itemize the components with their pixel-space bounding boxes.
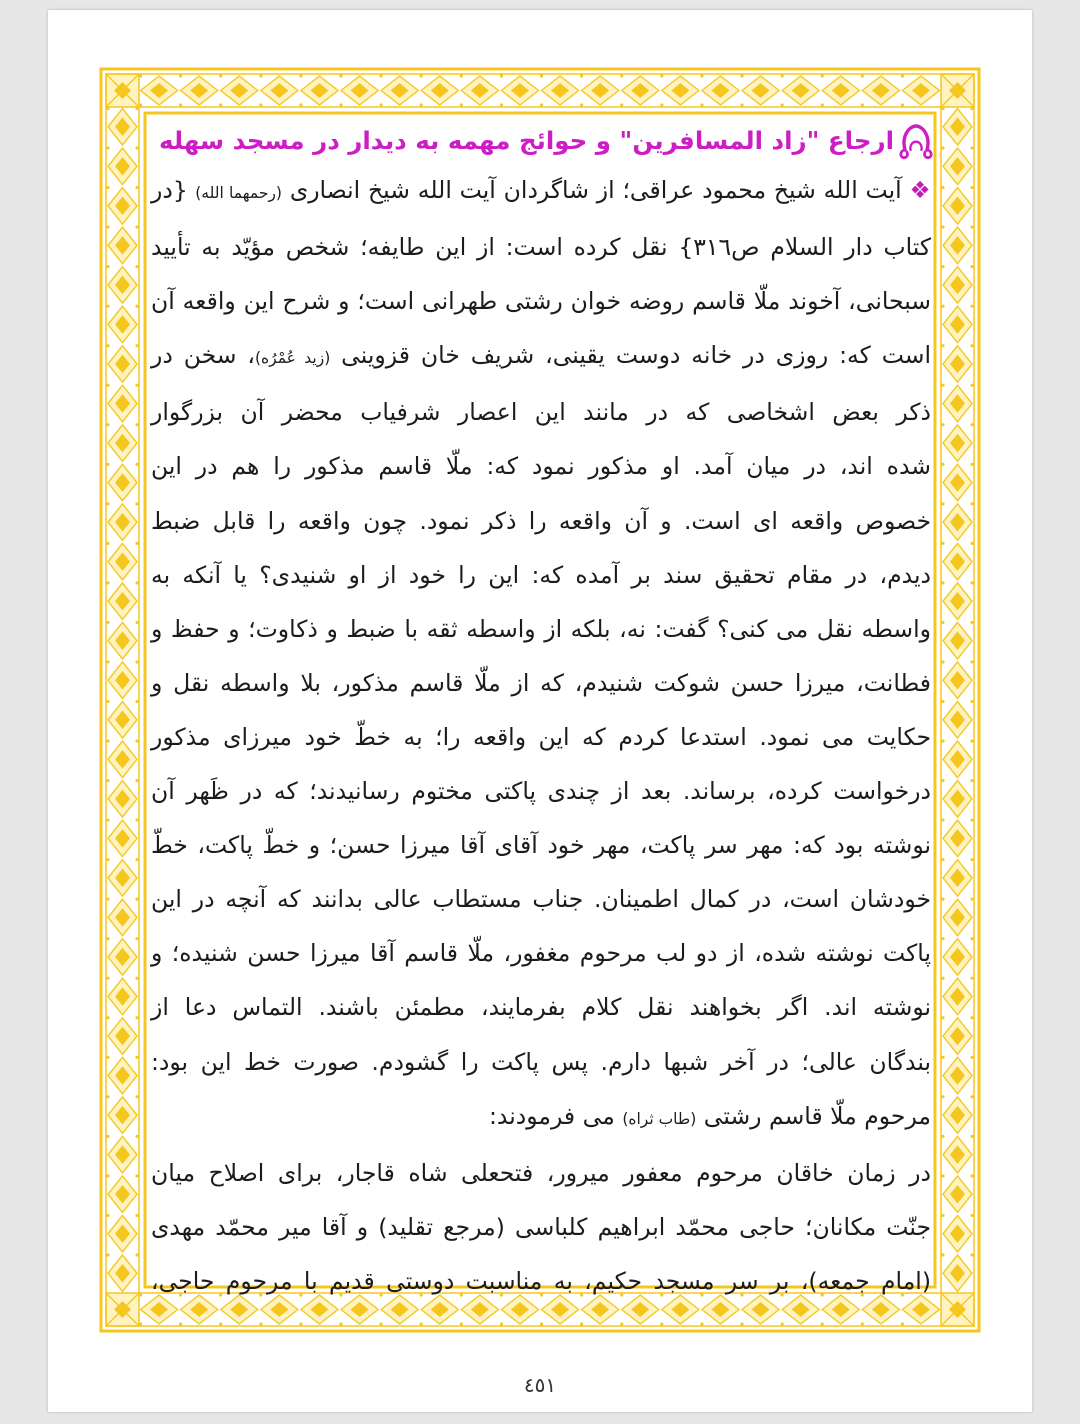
line-text: می فرمودند: [488,1101,615,1130]
body-text [151,163,931,1308]
text-line: ذکر بعض اشخاصی که در مانند این اعصار شرفیاب محضر آن بزرگوار [151,398,931,427]
line-text: آیت الله شیخ محمود عراقی؛ از شاگردان آیت الله شیخ انصاری [289,176,902,204]
text-line: واسطه نقل می کنی؟ گفت: نه، بلکه از واسطه ثقه با ضبط و ذکاوت؛ و حفظ و [151,614,931,643]
border-corner [106,1293,139,1326]
text-line: شده اند، در میان آمد. او مذکور نمود که: ملّا قاسم مذکور را هم در این [151,452,931,481]
text-line: جنّت مکانان؛ حاجی محمّد ابراهیم کلباسی (مرجع تقلید) و آقا میر محمّد مهدی [151,1212,931,1241]
text-line: در زمان خاقان مرحوم معفور میرور، فتحعلی شاه قاجار، برای اصلاح میان [151,1158,931,1187]
page-number: ٤٥١ [523,1373,557,1397]
text-line: پاکت نوشته شده، از دو لب مرحوم مغفور، ملّا قاسم آقا میرزا حسن شنیده؛ و [151,939,931,968]
text-line: حکایت می نمود. استدعا کردم که این واقعه را؛ به خطّ خود میرزای مذکور [151,722,931,751]
honorific-note: (طاب ثراه) [622,1109,697,1128]
title-ornament-icon [897,121,935,161]
text-line: دیدم، در مقام تحقیق سند بر آمده که: این را خود از او شنیدی؟ یا آنکه به [151,560,931,589]
text-line: درخواست کرده، برساند. بعد از چندی پاکتی مختوم رسانیدند؛ که در ظَهر آن [151,777,931,806]
text-line: کتاب دار السلام ص٣١٦} نقل کرده است: از این طایفه؛ شخص مؤیّد به تأیید [151,233,932,262]
text-line: خودشان است، در کمال اطمینان. جناب مستطاب عالی بدانند که آنچه در این [151,885,931,914]
text-line: خصوص واقعه ای است. و آن واقعه را ذکر نمود. چون واقعه را قابل ضبط [151,506,931,535]
bullet-icon: ❖ [909,176,931,204]
text-line: سبحانی، آخوند ملّا قاسم روضه خوان رشتی طهرانی است؛ و شرح این واقعه آن [151,287,931,316]
honorific-note: (رحمهما الله) [195,184,282,202]
text-line: بندگان عالی؛ در آخر شبها دارم. پس پاکت را گشودم. صورت خط این بود: [151,1047,931,1076]
text-line [151,1089,931,1146]
text-line [151,163,931,220]
page-title: ارجاع "زاد المسافرین" و حوائج مهمه به دیدار در مسجد سهله [159,126,894,155]
line-text: ، سخن در [151,341,255,370]
honorific-note: (زید عُمْرُه) [254,349,331,368]
text-line: فطانت، میرزا حسن شوکت شنیدم، که از ملّا قاسم مذکور، بلا واسطه نقل و [151,668,931,697]
text-line: نوشته بود که: مهر سر پاکت، مهر خود آقای آقا میرزا حسن؛ و خطّ پاکت، خطّ [151,831,931,860]
text-line: نوشته اند. اگر بخواهند نقل کلام بفرمایند، مطمئن باشند. التماس دعا از [151,993,931,1022]
text-line: (امام جمعه)، بر سر مسجد حکیم، به مناسبت دوستی قدیم با مرحوم حاجی، [151,1266,931,1295]
text-line [151,328,931,385]
border-corner [941,74,974,107]
border-corner [941,1293,974,1326]
line-text: {در [151,176,188,204]
line-text: مرحوم ملّا قاسم رشتی [703,1101,931,1130]
line-text: است که: روزی در خانه دوست یقینی، شریف خان قزوینی [341,341,932,370]
border-corner [106,74,139,107]
